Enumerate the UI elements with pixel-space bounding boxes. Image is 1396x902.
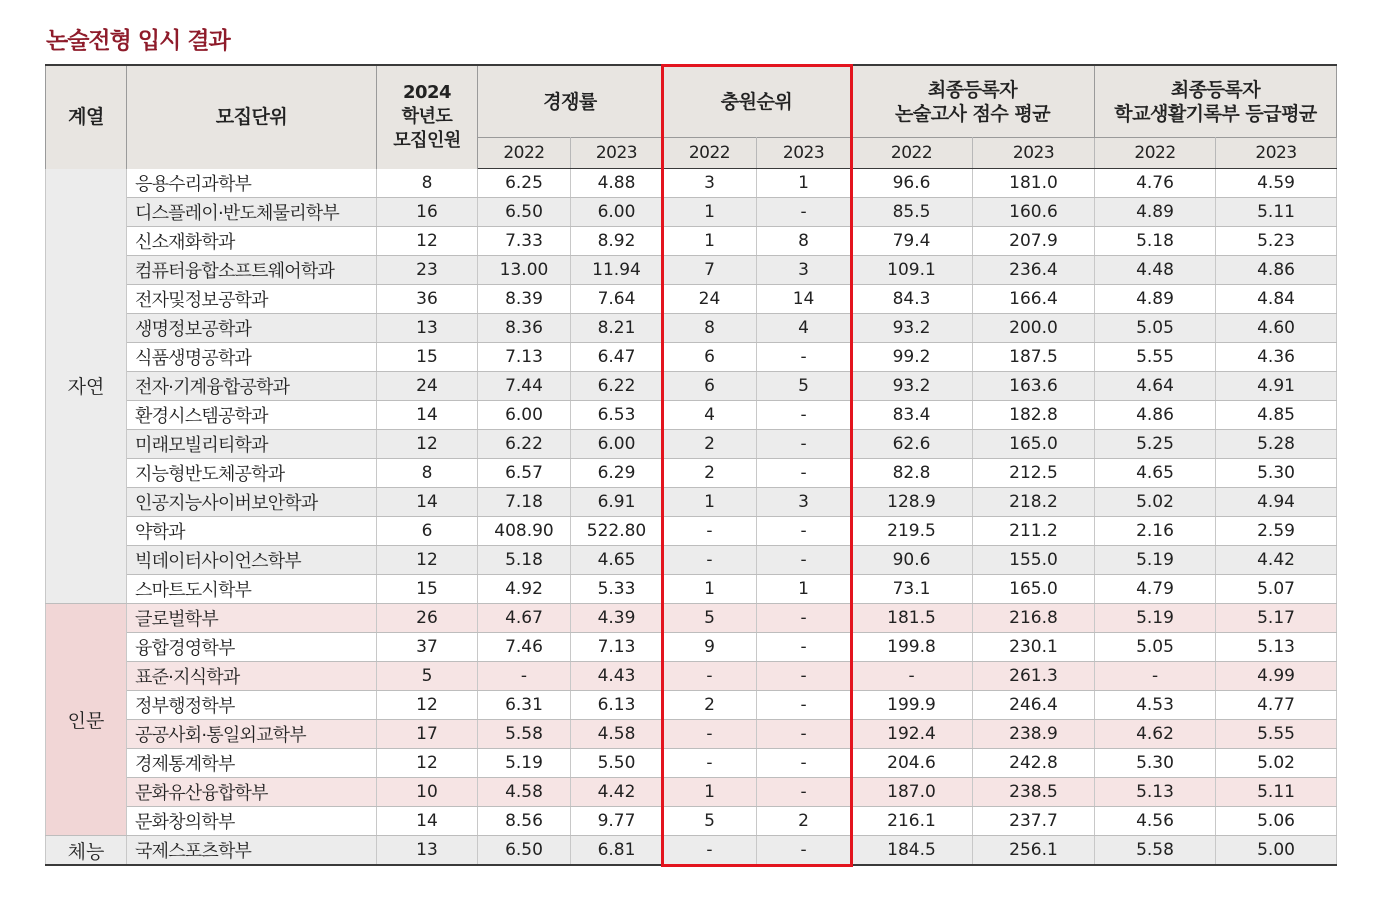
cell-value: 6.22 [478, 430, 571, 459]
cell-value: 12 [377, 430, 478, 459]
cell-value: 4.53 [1095, 691, 1216, 720]
table-row [46, 198, 1337, 227]
unit-name: 표준·지식학과 [127, 662, 377, 691]
cell-value: 5.05 [1095, 633, 1216, 662]
cell-value: 6.29 [571, 459, 663, 488]
cell-value: 181.5 [851, 604, 973, 633]
cell-value: 4.91 [1216, 372, 1337, 401]
cell-value: 4.64 [1095, 372, 1216, 401]
cell-value: 182.8 [973, 401, 1095, 430]
unit-name: 글로벌학부 [127, 604, 377, 633]
table-row [46, 314, 1337, 343]
cell-value: 6.53 [571, 401, 663, 430]
cell-value: - [478, 662, 571, 691]
table-row [46, 285, 1337, 314]
cell-value: 2.16 [1095, 517, 1216, 546]
cell-value: 4.58 [571, 720, 663, 749]
cell-value: 12 [377, 227, 478, 256]
cell-value: - [663, 720, 757, 749]
cell-value: 4.94 [1216, 488, 1337, 517]
cell-value: 79.4 [851, 227, 973, 256]
cell-value: 26 [377, 604, 478, 633]
cell-value: 6.22 [571, 372, 663, 401]
cell-value: 1 [663, 575, 757, 604]
table-row [46, 575, 1337, 604]
cell-value: 4.89 [1095, 285, 1216, 314]
cell-value: 14 [377, 401, 478, 430]
cell-value: 4.60 [1216, 314, 1337, 343]
cell-value: - [663, 749, 757, 778]
table-row [46, 343, 1337, 372]
cell-value: 4.84 [1216, 285, 1337, 314]
year-header: 2023 [973, 138, 1095, 169]
cell-value: 5.33 [571, 575, 663, 604]
table-row [46, 691, 1337, 720]
cell-value: 5.06 [1216, 807, 1337, 836]
header-quota: 2024 학년도 모집인원 [377, 65, 478, 169]
year-header: 2022 [663, 138, 757, 169]
unit-name: 공공사회·통일외교학부 [127, 720, 377, 749]
header-unit: 모집단위 [127, 65, 377, 169]
cell-value: 5.30 [1095, 749, 1216, 778]
table-row [46, 720, 1337, 749]
cell-value: - [757, 343, 851, 372]
cell-value: 7.64 [571, 285, 663, 314]
header-group: 계열 [46, 65, 127, 169]
cell-value: 93.2 [851, 372, 973, 401]
cell-value: 5.55 [1216, 720, 1337, 749]
cell-value: 5 [663, 807, 757, 836]
unit-name: 정부행정학부 [127, 691, 377, 720]
unit-name: 응용수리과학부 [127, 169, 377, 198]
cell-value: 109.1 [851, 256, 973, 285]
cell-value: 207.9 [973, 227, 1095, 256]
cell-value: 37 [377, 633, 478, 662]
cell-value: 4.58 [478, 778, 571, 807]
cell-value: 5 [377, 662, 478, 691]
cell-value: - [757, 778, 851, 807]
cell-value: 4.89 [1095, 198, 1216, 227]
cell-value: 5.05 [1095, 314, 1216, 343]
unit-name: 약학과 [127, 517, 377, 546]
cell-value: 4.65 [571, 546, 663, 575]
cell-value: 82.8 [851, 459, 973, 488]
cell-value: 5 [757, 372, 851, 401]
cell-value: 6.50 [478, 198, 571, 227]
cell-value: 12 [377, 749, 478, 778]
cell-value: 23 [377, 256, 478, 285]
cell-value: 8.39 [478, 285, 571, 314]
cell-value: 6.31 [478, 691, 571, 720]
cell-value: 3 [757, 488, 851, 517]
unit-name: 융합경영학부 [127, 633, 377, 662]
cell-value: 7.44 [478, 372, 571, 401]
cell-value: 7.46 [478, 633, 571, 662]
cell-value: 5.02 [1216, 749, 1337, 778]
cell-value: 522.80 [571, 517, 663, 546]
group-label: 인문 [46, 604, 127, 836]
cell-value: 12 [377, 546, 478, 575]
cell-value: 5.18 [478, 546, 571, 575]
cell-value: 2 [663, 691, 757, 720]
unit-name: 생명정보공학과 [127, 314, 377, 343]
cell-value: 6 [377, 517, 478, 546]
cell-value: 200.0 [973, 314, 1095, 343]
cell-value: 4.42 [571, 778, 663, 807]
cell-value: - [757, 633, 851, 662]
unit-name: 문화창의학부 [127, 807, 377, 836]
cell-value: 3 [663, 169, 757, 198]
cell-value: 3 [757, 256, 851, 285]
cell-value: 7 [663, 256, 757, 285]
admission-results-table [45, 64, 1337, 866]
cell-value: 236.4 [973, 256, 1095, 285]
cell-value: 4.42 [1216, 546, 1337, 575]
cell-value: 36 [377, 285, 478, 314]
year-header: 2022 [478, 138, 571, 169]
cell-value: 5.02 [1095, 488, 1216, 517]
cell-value: 13.00 [478, 256, 571, 285]
unit-name: 컴퓨터융합소프트웨어학과 [127, 256, 377, 285]
cell-value: - [757, 662, 851, 691]
cell-value: 13 [377, 314, 478, 343]
cell-value: 165.0 [973, 575, 1095, 604]
cell-value: 8 [663, 314, 757, 343]
table-body [46, 169, 1337, 866]
cell-value: 155.0 [973, 546, 1095, 575]
unit-name: 지능형반도체공학과 [127, 459, 377, 488]
cell-value: 4.67 [478, 604, 571, 633]
cell-value: 99.2 [851, 343, 973, 372]
cell-value: 93.2 [851, 314, 973, 343]
cell-value: 6.81 [571, 836, 663, 866]
cell-value: 6.50 [478, 836, 571, 866]
cell-value: 7.13 [571, 633, 663, 662]
table-row [46, 807, 1337, 836]
table-row [46, 401, 1337, 430]
cell-value: 199.9 [851, 691, 973, 720]
cell-value: 17 [377, 720, 478, 749]
page-title: 논술전형 입시 결과 [46, 28, 230, 54]
cell-value: 216.1 [851, 807, 973, 836]
table-row [46, 633, 1337, 662]
unit-name: 전자및정보공학과 [127, 285, 377, 314]
cell-value: 4 [757, 314, 851, 343]
cell-value: 5.11 [1216, 198, 1337, 227]
cell-value: 6.00 [571, 430, 663, 459]
unit-name: 빅데이터사이언스학부 [127, 546, 377, 575]
cell-value: 256.1 [973, 836, 1095, 866]
cell-value: 2 [663, 430, 757, 459]
cell-value: 165.0 [973, 430, 1095, 459]
cell-value: 1 [663, 778, 757, 807]
cell-value: 1 [757, 169, 851, 198]
cell-value: 166.4 [973, 285, 1095, 314]
cell-value: 5.00 [1216, 836, 1337, 866]
cell-value: 4.88 [571, 169, 663, 198]
cell-value: - [757, 836, 851, 866]
cell-value: 5.25 [1095, 430, 1216, 459]
cell-value: - [663, 546, 757, 575]
unit-name: 식품생명공학과 [127, 343, 377, 372]
cell-value: 6 [663, 343, 757, 372]
cell-value: 216.8 [973, 604, 1095, 633]
cell-value: 6.91 [571, 488, 663, 517]
cell-value: 90.6 [851, 546, 973, 575]
year-header: 2023 [757, 138, 851, 169]
cell-value: 246.4 [973, 691, 1095, 720]
cell-value: 238.9 [973, 720, 1095, 749]
unit-name: 환경시스템공학과 [127, 401, 377, 430]
cell-value: - [757, 691, 851, 720]
cell-value: 6.47 [571, 343, 663, 372]
unit-name: 전자·기계융합공학과 [127, 372, 377, 401]
cell-value: 237.7 [973, 807, 1095, 836]
cell-value: 8.92 [571, 227, 663, 256]
cell-value: 4.79 [1095, 575, 1216, 604]
header-essay-score: 최종등록자 논술고사 점수 평균 [851, 65, 1095, 138]
cell-value: 1 [663, 488, 757, 517]
cell-value: 24 [377, 372, 478, 401]
cell-value: 128.9 [851, 488, 973, 517]
group-label: 체능 [46, 836, 127, 866]
cell-value: 5.18 [1095, 227, 1216, 256]
cell-value: 15 [377, 575, 478, 604]
cell-value: - [663, 517, 757, 546]
cell-value: 6.00 [571, 198, 663, 227]
cell-value: 5.28 [1216, 430, 1337, 459]
cell-value: 238.5 [973, 778, 1095, 807]
cell-value: 181.0 [973, 169, 1095, 198]
unit-name: 인공지능사이버보안학과 [127, 488, 377, 517]
table-row [46, 227, 1337, 256]
cell-value: 24 [663, 285, 757, 314]
cell-value: 2 [757, 807, 851, 836]
unit-name: 신소재화학과 [127, 227, 377, 256]
cell-value: 4.65 [1095, 459, 1216, 488]
cell-value: - [663, 662, 757, 691]
header-school-grade: 최종등록자 학교생활기록부 등급평균 [1095, 65, 1337, 138]
cell-value: 212.5 [973, 459, 1095, 488]
cell-value: 84.3 [851, 285, 973, 314]
cell-value: 6.13 [571, 691, 663, 720]
cell-value: 4.56 [1095, 807, 1216, 836]
cell-value: 8 [757, 227, 851, 256]
cell-value: 261.3 [973, 662, 1095, 691]
table-row [46, 778, 1337, 807]
cell-value: 2.59 [1216, 517, 1337, 546]
cell-value: 4.76 [1095, 169, 1216, 198]
cell-value: 8.36 [478, 314, 571, 343]
unit-name: 국제스포츠학부 [127, 836, 377, 866]
cell-value: 85.5 [851, 198, 973, 227]
cell-value: 4.86 [1216, 256, 1337, 285]
cell-value: 62.6 [851, 430, 973, 459]
cell-value: 242.8 [973, 749, 1095, 778]
cell-value: 5.23 [1216, 227, 1337, 256]
unit-name: 문화유산융합학부 [127, 778, 377, 807]
cell-value: 83.4 [851, 401, 973, 430]
table-row [46, 459, 1337, 488]
cell-value: 13 [377, 836, 478, 866]
cell-value: - [757, 198, 851, 227]
cell-value: 2 [663, 459, 757, 488]
cell-value: 218.2 [973, 488, 1095, 517]
header-competition: 경쟁률 [478, 65, 663, 138]
cell-value: 6.57 [478, 459, 571, 488]
cell-value: 5.11 [1216, 778, 1337, 807]
table-row [46, 604, 1337, 633]
year-header: 2022 [851, 138, 973, 169]
cell-value: 8 [377, 459, 478, 488]
cell-value: 4.86 [1095, 401, 1216, 430]
cell-value: 11.94 [571, 256, 663, 285]
table-row [46, 836, 1337, 866]
cell-value: 5.17 [1216, 604, 1337, 633]
table-row [46, 749, 1337, 778]
cell-value: - [757, 749, 851, 778]
cell-value: 12 [377, 691, 478, 720]
cell-value: 5.07 [1216, 575, 1337, 604]
cell-value: 5.19 [1095, 604, 1216, 633]
cell-value: 5.19 [478, 749, 571, 778]
cell-value: 5.50 [571, 749, 663, 778]
cell-value: 5.19 [1095, 546, 1216, 575]
cell-value: 5.58 [478, 720, 571, 749]
cell-value: 5.30 [1216, 459, 1337, 488]
cell-value: 192.4 [851, 720, 973, 749]
cell-value: 408.90 [478, 517, 571, 546]
cell-value: 4 [663, 401, 757, 430]
table-row [46, 517, 1337, 546]
cell-value: 199.8 [851, 633, 973, 662]
cell-value: 4.92 [478, 575, 571, 604]
cell-value: - [757, 459, 851, 488]
table-row [46, 169, 1337, 198]
cell-value: 7.33 [478, 227, 571, 256]
cell-value: 4.62 [1095, 720, 1216, 749]
cell-value: 14 [377, 488, 478, 517]
cell-value: - [757, 430, 851, 459]
cell-value: 9 [663, 633, 757, 662]
cell-value: 230.1 [973, 633, 1095, 662]
cell-value: 160.6 [973, 198, 1095, 227]
cell-value: - [1095, 662, 1216, 691]
cell-value: 184.5 [851, 836, 973, 866]
cell-value: - [757, 604, 851, 633]
cell-value: 4.99 [1216, 662, 1337, 691]
cell-value: 96.6 [851, 169, 973, 198]
cell-value: 4.48 [1095, 256, 1216, 285]
cell-value: 187.5 [973, 343, 1095, 372]
cell-value: 1 [663, 198, 757, 227]
cell-value: 1 [757, 575, 851, 604]
cell-value: 1 [663, 227, 757, 256]
cell-value: 14 [377, 807, 478, 836]
group-label: 자연 [46, 169, 127, 604]
unit-name: 디스플레이·반도체물리학부 [127, 198, 377, 227]
cell-value: 5.13 [1216, 633, 1337, 662]
cell-value: 4.43 [571, 662, 663, 691]
table-row [46, 546, 1337, 575]
table-row [46, 430, 1337, 459]
cell-value: 5.13 [1095, 778, 1216, 807]
cell-value: 6.00 [478, 401, 571, 430]
cell-value: 211.2 [973, 517, 1095, 546]
cell-value: 5.55 [1095, 343, 1216, 372]
cell-value: 4.77 [1216, 691, 1337, 720]
cell-value: 8.56 [478, 807, 571, 836]
unit-name: 미래모빌리티학과 [127, 430, 377, 459]
cell-value: 5.58 [1095, 836, 1216, 866]
cell-value: 187.0 [851, 778, 973, 807]
cell-value: 4.59 [1216, 169, 1337, 198]
year-header: 2023 [1216, 138, 1337, 169]
cell-value: 9.77 [571, 807, 663, 836]
cell-value: - [663, 836, 757, 866]
unit-name: 스마트도시학부 [127, 575, 377, 604]
cell-value: 4.85 [1216, 401, 1337, 430]
cell-value: 15 [377, 343, 478, 372]
header-waitlist: 충원순위 [663, 65, 851, 138]
cell-value: 73.1 [851, 575, 973, 604]
cell-value: 5 [663, 604, 757, 633]
cell-value: 7.18 [478, 488, 571, 517]
table-row [46, 662, 1337, 691]
cell-value: 10 [377, 778, 478, 807]
cell-value: 6 [663, 372, 757, 401]
unit-name: 경제통계학부 [127, 749, 377, 778]
cell-value: 6.25 [478, 169, 571, 198]
cell-value: 4.39 [571, 604, 663, 633]
cell-value: 163.6 [973, 372, 1095, 401]
cell-value: 204.6 [851, 749, 973, 778]
cell-value: 8 [377, 169, 478, 198]
cell-value: 14 [757, 285, 851, 314]
cell-value: 219.5 [851, 517, 973, 546]
cell-value: 8.21 [571, 314, 663, 343]
cell-value: - [757, 517, 851, 546]
cell-value: - [851, 662, 973, 691]
cell-value: - [757, 720, 851, 749]
table-row [46, 372, 1337, 401]
table-row [46, 488, 1337, 517]
year-header: 2022 [1095, 138, 1216, 169]
cell-value: 4.36 [1216, 343, 1337, 372]
cell-value: 7.13 [478, 343, 571, 372]
year-header: 2023 [571, 138, 663, 169]
cell-value: - [757, 401, 851, 430]
table-row [46, 256, 1337, 285]
cell-value: - [757, 546, 851, 575]
cell-value: 16 [377, 198, 478, 227]
